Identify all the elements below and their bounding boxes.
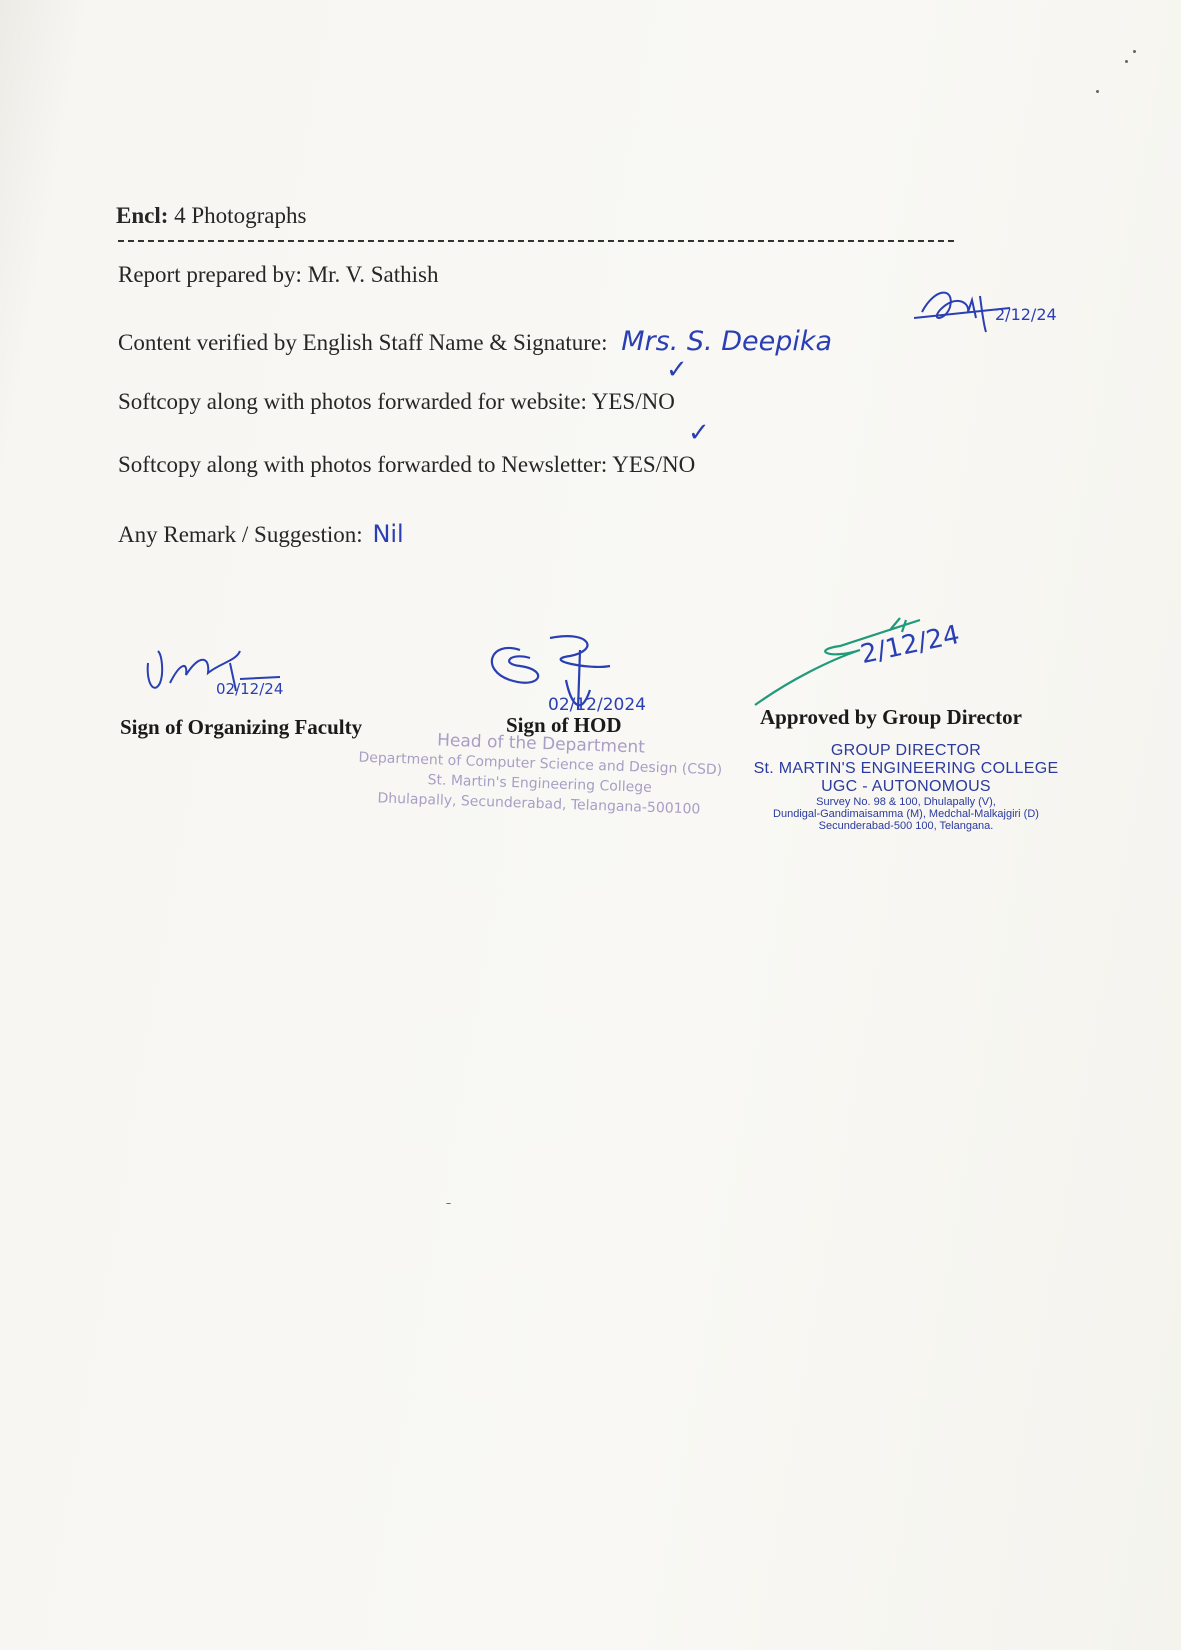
hod-stamp-line: Dhulapally, Secunderabad, Telangana-500100: [377, 790, 701, 818]
remark-line: [118, 520, 404, 548]
report-prepared-line: [118, 262, 439, 288]
website-label: Softcopy along with photos forwarded for website:: [118, 389, 587, 414]
remark-label: Any Remark / Suggestion:: [118, 522, 363, 547]
hod-stamp: [329, 727, 752, 822]
director-signature-label: Approved by Group Director: [760, 705, 1022, 729]
enclosure-label: Encl:: [116, 203, 169, 228]
dashed-divider: [118, 240, 954, 242]
enclosure-value: 4 Photographs: [174, 203, 307, 228]
hod-stamp-line: Head of the Department: [436, 730, 646, 758]
paper-speck: [1133, 50, 1136, 53]
stamp-college: St. MARTIN'S ENGINEERING COLLEGE: [753, 760, 1059, 777]
stamp-autonomous: UGC - AUTONOMOUS: [821, 778, 991, 795]
hod-handwritten-date: 02/12/2024: [548, 695, 646, 715]
newsletter-options: YES/NO: [612, 452, 696, 477]
website-line: [118, 389, 675, 415]
report-prepared-value: Mr. V. Sathish: [307, 262, 439, 287]
content-verified-label: Content verified by English Staff Name & Signature:: [118, 330, 608, 355]
website-options: YES/NO: [591, 389, 675, 414]
paper-speck: [1096, 90, 1099, 93]
stamp-address-line: Dundigal-Gandimaisamma (M), Medchal-Malkajgiri (D): [773, 808, 1039, 820]
newsletter-checkmark-icon: ✓: [688, 418, 710, 448]
content-verified-line: [118, 326, 832, 357]
remark-handwritten-value: Nil: [372, 520, 404, 548]
verifier-handwritten-name: Mrs. S. Deepika: [621, 326, 833, 357]
enclosure-line: [116, 203, 306, 229]
website-checkmark-icon: ✓: [666, 355, 688, 385]
paper-speck: [446, 1203, 451, 1204]
group-director-stamp: [726, 742, 1086, 832]
paper-speck: [1125, 60, 1128, 63]
hod-stamp-line: Department of Computer Science and Design (CSD): [358, 749, 723, 779]
stamp-address-line: Survey No. 98 & 100, Dhulapally (V),: [816, 796, 996, 808]
report-prepared-label: Report prepared by:: [118, 262, 302, 287]
director-handwritten-date: 2/12/24: [857, 619, 963, 671]
faculty-signature-label: Sign of Organizing Faculty: [120, 715, 363, 739]
newsletter-label: Softcopy along with photos forwarded to Newsletter:: [118, 452, 608, 477]
stamp-title: GROUP DIRECTOR: [830, 742, 982, 759]
hod-stamp-line: St. Martin's Engineering College: [427, 772, 652, 796]
newsletter-line: [118, 452, 695, 478]
stamp-address-line: Secunderabad-500 100, Telangana.: [818, 820, 994, 832]
hod-signature-label: Sign of HOD: [506, 713, 622, 737]
verifier-handwritten-date: 2/12/24: [995, 305, 1057, 324]
faculty-handwritten-date: 02/12/24: [216, 680, 284, 698]
